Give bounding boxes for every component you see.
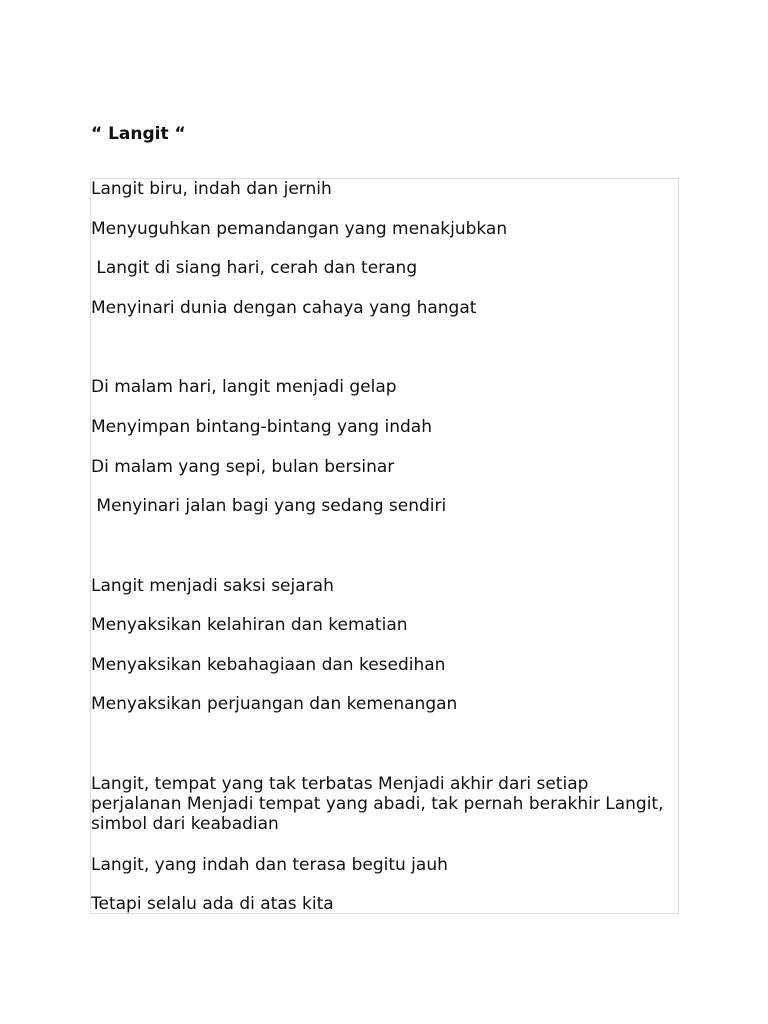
stanza4-line2: Langit, yang indah dan terasa begitu jauh: [91, 855, 448, 875]
stanza1-line2: Menyuguhkan pemandangan yang menakjubkan: [91, 219, 508, 239]
stanza3-line2: Menyaksikan kelahiran dan kematian: [91, 615, 408, 635]
stanza2-line2: Menyimpan bintang-bintang yang indah: [91, 417, 432, 437]
stanza1-line4: Menyinari dunia dengan cahaya yang hangat: [91, 298, 477, 318]
stanza1-line1: Langit biru, indah dan jernih: [91, 179, 332, 199]
stanza3-line1: Langit menjadi saksi sejarah: [91, 576, 334, 596]
poem-text-box: [90, 178, 679, 914]
stanza2-line1: Di malam hari, langit menjadi gelap: [91, 377, 397, 397]
stanza3-line4: Menyaksikan perjuangan dan kemenangan: [91, 694, 458, 714]
stanza1-line3: Langit di siang hari, cerah dan terang: [91, 258, 418, 278]
stanza4-paragraph: Langit, tempat yang tak terbatas Menjadi akhir dari setiap perjalanan Menjadi tempat yang abadi, tak pernah berakhir Langit, simbol dari keabadian: [91, 774, 664, 834]
stanza4-line3: Tetapi selalu ada di atas kita: [91, 894, 334, 914]
stanza3-line3: Menyaksikan kebahagiaan dan kesedihan: [91, 655, 446, 675]
stanza2-line3: Di malam yang sepi, bulan bersinar: [91, 457, 395, 477]
stanza2-line4: Menyinari jalan bagi yang sedang sendiri: [91, 496, 447, 516]
poem-title: “ Langit “: [91, 124, 186, 144]
